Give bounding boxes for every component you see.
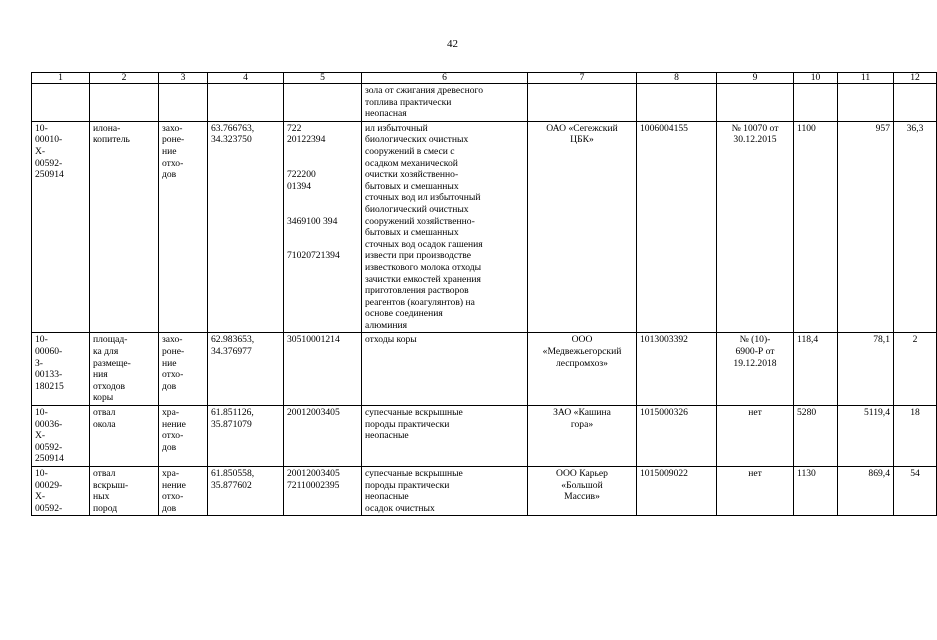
cell-inn: 1015009022 <box>637 467 717 516</box>
cell-permit: № (10)- 6900-Р от 19.12.2018 <box>717 333 794 406</box>
cell-inn: 1006004155 <box>637 121 717 333</box>
cell-value-12: 36,3 <box>894 121 937 333</box>
cell-coordinates: 62.983653, 34.376977 <box>208 333 284 406</box>
cell-coordinates: 63.766763, 34.323750 <box>208 121 284 333</box>
cell-waste-types: зола от сжигания древесного топлива практически неопасная <box>362 84 528 122</box>
cell-waste-types: супесчаные вскрышные породы практически неопасные осадок очистных <box>362 467 528 516</box>
column-header: 9 <box>717 73 794 84</box>
column-header: 10 <box>794 73 838 84</box>
table-row <box>32 333 937 406</box>
column-header: 12 <box>894 73 937 84</box>
cell-permit <box>717 84 794 122</box>
cell-waste-codes <box>284 84 362 122</box>
cell-coordinates: 61.851126, 35.871079 <box>208 406 284 467</box>
cell-value-11: 869,4 <box>838 467 894 516</box>
cell-waste-types: супесчаные вскрышные породы практически неопасные <box>362 406 528 467</box>
column-header: 8 <box>637 73 717 84</box>
cell-value-10: 1100 <box>794 121 838 333</box>
column-header: 3 <box>159 73 208 84</box>
cell-value-11: 5119,4 <box>838 406 894 467</box>
column-header: 4 <box>208 73 284 84</box>
column-header: 7 <box>528 73 637 84</box>
cell-registry-number: 10- 00060- З- 00133- 180215 <box>32 333 90 406</box>
cell-purpose: захо- роне- ние отхо- дов <box>159 333 208 406</box>
cell-facility-name: отвал окола <box>90 406 159 467</box>
cell-waste-codes: 722 20122394 722200 01394 3469100 394 71020721394 <box>284 121 362 333</box>
cell-inn <box>637 84 717 122</box>
cell-operator: ЗАО «Кашина гора» <box>528 406 637 467</box>
waste-facility-table <box>31 72 937 516</box>
cell-waste-codes: 20012003405 72110002395 <box>284 467 362 516</box>
cell-value-11 <box>838 84 894 122</box>
cell-registry-number <box>32 84 90 122</box>
column-header: 1 <box>32 73 90 84</box>
cell-purpose: хра- нение отхо- дов <box>159 467 208 516</box>
cell-facility-name <box>90 84 159 122</box>
cell-inn: 1015000326 <box>637 406 717 467</box>
cell-value-10: 118,4 <box>794 333 838 406</box>
page-number: 42 <box>447 38 458 50</box>
cell-value-10: 5280 <box>794 406 838 467</box>
cell-registry-number: 10- 00010- Х- 00592- 250914 <box>32 121 90 333</box>
cell-operator: ООО Карьер «Большой Массив» <box>528 467 637 516</box>
cell-registry-number: 10- 00036- Х- 00592- 250914 <box>32 406 90 467</box>
cell-waste-codes: 20012003405 <box>284 406 362 467</box>
table-header-row <box>32 73 937 84</box>
table-row <box>32 84 937 122</box>
column-header: 5 <box>284 73 362 84</box>
column-header: 2 <box>90 73 159 84</box>
cell-facility-name: илона- копитель <box>90 121 159 333</box>
cell-value-10: 1130 <box>794 467 838 516</box>
cell-purpose: захо- роне- ние отхо- дов <box>159 121 208 333</box>
cell-registry-number: 10- 00029- Х- 00592- <box>32 467 90 516</box>
cell-value-12: 54 <box>894 467 937 516</box>
cell-purpose: хра- нение отхо- дов <box>159 406 208 467</box>
cell-permit: нет <box>717 406 794 467</box>
cell-waste-codes: 30510001214 <box>284 333 362 406</box>
cell-coordinates: 61.850558, 35.877602 <box>208 467 284 516</box>
cell-coordinates <box>208 84 284 122</box>
column-header: 6 <box>362 73 528 84</box>
table-row <box>32 121 937 333</box>
cell-operator <box>528 84 637 122</box>
cell-operator: ОАО «Сегежский ЦБК» <box>528 121 637 333</box>
cell-value-12 <box>894 84 937 122</box>
cell-value-12: 2 <box>894 333 937 406</box>
cell-waste-types: отходы коры <box>362 333 528 406</box>
table-row <box>32 467 937 516</box>
cell-permit: нет <box>717 467 794 516</box>
column-header: 11 <box>838 73 894 84</box>
cell-purpose <box>159 84 208 122</box>
cell-value-11: 957 <box>838 121 894 333</box>
cell-inn: 1013003392 <box>637 333 717 406</box>
cell-facility-name: отвал вскрыш- ных пород <box>90 467 159 516</box>
cell-value-12: 18 <box>894 406 937 467</box>
cell-value-11: 78,1 <box>838 333 894 406</box>
cell-waste-types: ил избыточный биологических очистных сооружений в смеси с осадком механической очистки хозяйственно- бытовых и смешанных сточных вод ил избыточный биологический очистных сооружений хозяйственно- бытовых и смешанных сточных вод осадок гашения извести при производстве известкового молока отходы зачистки емкостей хранения приготовления растворов реагентов (коагулянтов) на основе соединения алюминия <box>362 121 528 333</box>
cell-value-10 <box>794 84 838 122</box>
cell-facility-name: площад- ка для размеще- ния отходов коры <box>90 333 159 406</box>
cell-permit: № 10070 от 30.12.2015 <box>717 121 794 333</box>
cell-operator: ООО «Медвежьегорский леспромхоз» <box>528 333 637 406</box>
table-row <box>32 406 937 467</box>
